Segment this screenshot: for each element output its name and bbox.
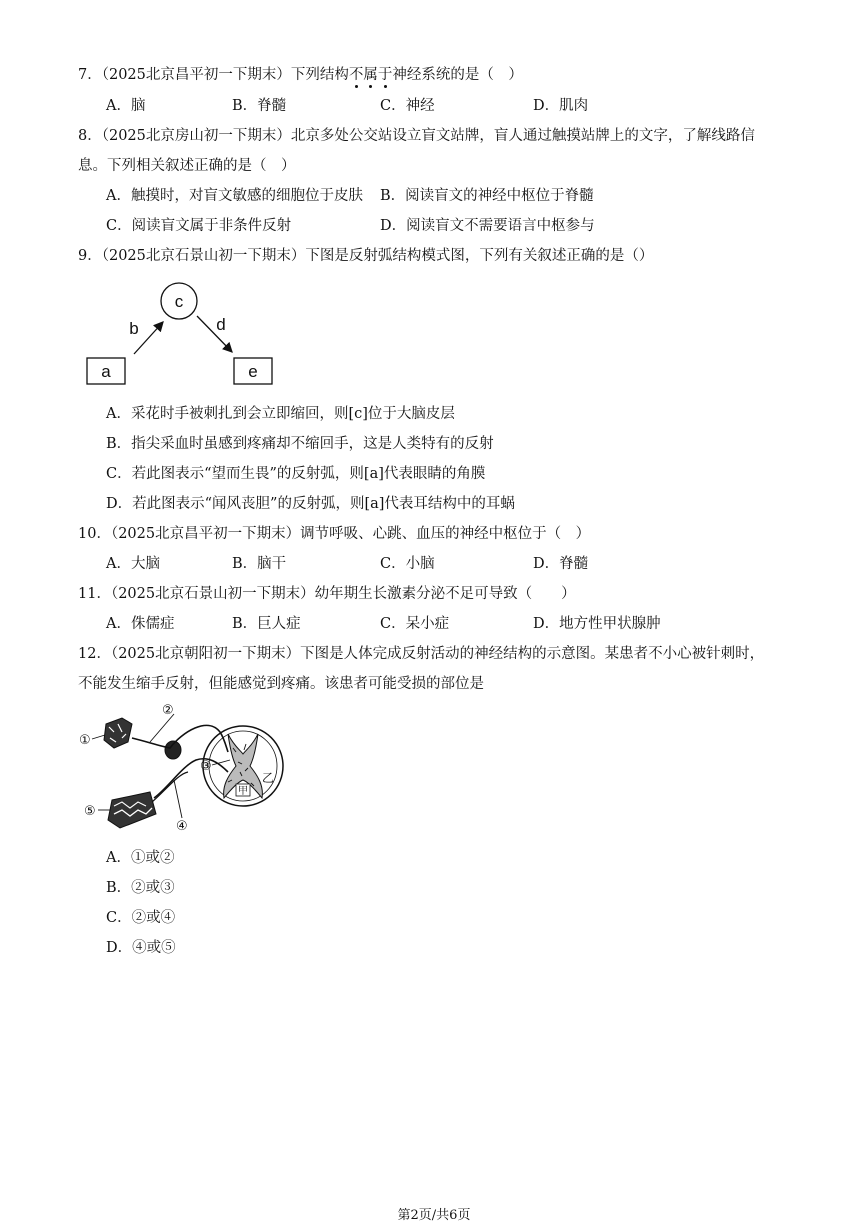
- q10-option-c: C．小脑: [380, 556, 435, 572]
- label-n2: ②: [162, 702, 174, 717]
- q7-stem: 7．（2025北京昌平初一下期末）下列结构不属于神经系统的是（ ）: [78, 67, 523, 83]
- label-c: c: [174, 292, 184, 311]
- q11-option-a: A．侏儒症: [106, 616, 175, 632]
- q12-option-b: B．②或③: [106, 880, 175, 896]
- q8-stem-line2: 息。下列相关叙述正确的是（ ）: [78, 158, 296, 174]
- q12-option-d: D．④或⑤: [106, 940, 176, 956]
- q8-option-c: C．阅读盲文属于非条件反射: [106, 218, 292, 234]
- page-footer: 第2页/共6页: [397, 1208, 471, 1223]
- label-n1: ①: [79, 732, 91, 747]
- q9-option-a: A．采花时手被刺扎到会立即缩回，则[c]位于大脑皮层: [106, 406, 455, 422]
- q11-option-c: C．呆小症: [380, 616, 450, 632]
- q10-option-b: B．脑干: [232, 556, 287, 572]
- q10-option-a: A．大脑: [106, 556, 160, 572]
- effector-muscle: [108, 792, 156, 828]
- label-a: a: [101, 362, 111, 381]
- reflex-arc-diagram: [80, 278, 280, 388]
- q7-option-a: A．脑: [106, 98, 146, 114]
- label-e: e: [248, 362, 258, 381]
- label-b: b: [129, 319, 139, 338]
- label-jia: 甲: [238, 786, 248, 797]
- reflex-nerve-diagram: [78, 702, 288, 837]
- arrow-d: [197, 316, 232, 352]
- q11-option-b: B．巨人症: [232, 616, 301, 632]
- label-n3: ③: [200, 758, 212, 773]
- q8-option-d: D．阅读盲文不需要语言中枢参与: [380, 218, 595, 234]
- label-n4: ④: [176, 818, 188, 833]
- q9-option-d: D．若此图表示“闻风丧胆”的反射弧，则[a]代表耳结构中的耳蜗: [106, 496, 515, 512]
- q8-option-b: B．阅读盲文的神经中枢位于脊髓: [380, 188, 594, 204]
- q9-option-c: C．若此图表示“望而生畏”的反射弧，则[a]代表眼睛的角膜: [106, 466, 486, 482]
- q12-stem-line2: 不能发生缩手反射，但能感觉到疼痛。该患者可能受损的部位是: [78, 676, 484, 692]
- label-yi: 乙: [261, 771, 275, 785]
- q11-option-d: D．地方性甲状腺肿: [533, 616, 661, 632]
- q12-option-c: C．②或④: [106, 910, 176, 926]
- label-d: d: [216, 315, 226, 334]
- q10-stem: 10．（2025北京昌平初一下期末）调节呼吸、心跳、血压的神经中枢位于（ ）: [78, 526, 591, 542]
- q9-stem: 9．（2025北京石景山初一下期末）下图是反射弧结构模式图，下列有关叙述正确的是（）: [78, 248, 654, 264]
- q12-stem-line1: 12．（2025北京朝阳初一下期末）下图是人体完成反射活动的神经结构的示意图。某患者不小心被针刺时，: [78, 646, 765, 662]
- q8-option-a: A．触摸时，对盲文敏感的细胞位于皮肤: [106, 188, 363, 204]
- q12-option-a: A．①或②: [106, 850, 175, 866]
- q11-stem: 11．（2025北京石景山初一下期末）幼年期生长激素分泌不足可导致（ ）: [78, 586, 576, 602]
- receptor-skin: [104, 718, 132, 748]
- q7-option-b: B．脊髓: [232, 98, 287, 114]
- q10-option-d: D．脊髓: [533, 556, 589, 572]
- q7-option-d: D．肌肉: [533, 98, 589, 114]
- q9-option-b: B．指尖采血时虽感到疼痛却不缩回手，这是人类特有的反射: [106, 436, 494, 452]
- label-n5: ⑤: [84, 803, 96, 818]
- q8-stem-line1: 8．（2025北京房山初一下期末）北京多处公交站设立盲文站牌，盲人通过触摸站牌上的文字，了解线路信: [78, 128, 755, 144]
- q7-option-c: C．神经: [380, 98, 435, 114]
